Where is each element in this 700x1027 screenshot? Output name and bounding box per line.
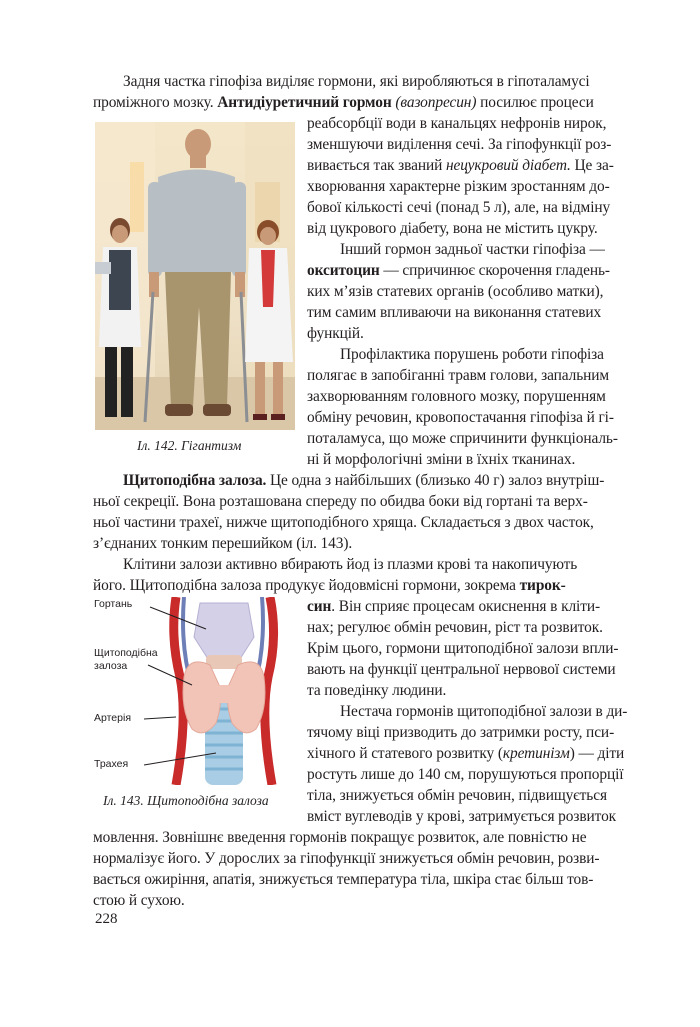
text-line	[93, 534, 352, 554]
text-line	[307, 387, 659, 407]
text-line	[307, 681, 446, 701]
text-run: вивається так званий	[307, 157, 447, 174]
text-run: тирок-	[519, 577, 566, 594]
text-run: Інший гормон задньої частки гіпофіза —	[340, 241, 605, 258]
text-run: проміжного мозку.	[93, 94, 218, 111]
text-run: — спричинює скорочення гладень-	[379, 262, 610, 279]
text-line	[307, 282, 659, 302]
text-run: реабсорбції води в канальцях нефронів нирок,	[307, 115, 607, 132]
text-run: нормалізує його. У дорослих за гіпофункції знижується обмін речовин, розви-	[93, 850, 600, 867]
text-run: нах; регулює обмін речовин, ріст та розвиток.	[307, 619, 603, 636]
text-run: Крім цього, гормони щитоподібної залози впли-	[307, 640, 619, 657]
text-line	[93, 513, 659, 533]
text-run: зменшуючи виділення сечі. За гіпофункції роз-	[307, 136, 612, 153]
text-run: стою й сухою.	[93, 892, 185, 909]
label-thyroid-1: Щитоподібна	[94, 647, 158, 659]
text-run: Нестача гормонів щитоподібної залози в ди-	[340, 703, 628, 720]
text-run: вміст вуглеводів у крові, затримується розвиток	[307, 808, 617, 825]
text-run: нецукровий діабет.	[446, 157, 571, 174]
text-line	[340, 345, 659, 365]
text-line	[307, 597, 659, 617]
text-run: посилює процеси	[476, 94, 594, 111]
text-run: вається ожиріння, апатія, знижується температура тіла, шкіра стає більш тов-	[93, 871, 594, 888]
text-line	[307, 786, 659, 806]
text-line	[93, 891, 185, 911]
gigantism-photo	[95, 122, 295, 430]
text-line	[307, 450, 575, 470]
text-run: Це за-	[570, 157, 614, 174]
text-line	[307, 219, 659, 239]
text-run: Щитоподібна залоза.	[123, 472, 267, 489]
text-run: ) — діти	[569, 745, 625, 762]
text-run: хічного й статевого розвитку (	[307, 745, 503, 762]
text-run: тіла, знижується обмін речовин, підвищується	[307, 787, 607, 804]
text-line	[307, 660, 659, 680]
text-line	[307, 408, 659, 428]
thyroid-diagram	[92, 597, 300, 785]
text-run: тячому віці призводить до затримки росту, пси-	[307, 724, 615, 741]
text-line	[340, 702, 659, 722]
text-run: тим самим впливаючи на виконання статевих	[307, 304, 602, 321]
page-number: 228	[95, 911, 118, 927]
text-run: з’єднаних тонким перешийком (іл. 143).	[93, 535, 353, 552]
text-line	[307, 744, 659, 764]
text-line	[123, 72, 659, 92]
text-run: Задня частка гіпофіза виділяє гормони, які виробляються в гіпоталамусі	[123, 73, 590, 90]
text-line	[307, 723, 659, 743]
text-run: його. Щитоподібна залоза продукує йодовмісні гормони, зокрема	[93, 577, 520, 594]
text-run: поталамуса, що може спричинити функціональ-	[307, 430, 618, 447]
label-larynx: Гортань	[94, 598, 133, 610]
text-run: Антидіуретичний гормон	[217, 94, 392, 111]
text-line	[307, 618, 659, 638]
text-run: окситоцин	[307, 262, 380, 279]
text-line	[307, 366, 659, 386]
text-run: ні й морфологічні зміни в їхніх тканинах.	[307, 451, 576, 468]
label-trachea: Трахея	[94, 758, 129, 770]
text-run: полягає в запобіганні травм голови, запальним	[307, 367, 610, 384]
text-run: обміну речовин, кровопостачання гіпофіза й гі-	[307, 409, 614, 426]
text-run: ростуть лише до 140 см, порушуються пропорції	[307, 766, 624, 783]
text-run: ньої секреції. Вона розташована спереду по обидва боки від гортані та верх-	[93, 493, 588, 510]
text-run: бової кількості сечі (понад 5 л), але, на відміну	[307, 199, 611, 216]
text-run: ньої частини трахеї, нижче щитоподібного хряща. Складається з двох часток,	[93, 514, 594, 531]
text-run: мовлення. Зовнішнє введення гормонів покращує розвиток, але повністю не	[93, 829, 587, 846]
text-line	[307, 639, 659, 659]
text-run: кретинізм	[502, 745, 570, 762]
text-line	[307, 261, 659, 281]
text-run: Це одна з найбільших (близько 40 г) залоз внутріш-	[266, 472, 605, 489]
text-line	[307, 177, 659, 197]
text-line	[93, 93, 659, 113]
text-run: ких м’язів статевих органів (особливо матки),	[307, 283, 604, 300]
label-artery: Артерія	[94, 712, 132, 724]
text-line	[340, 240, 659, 260]
text-run: функцій.	[307, 325, 364, 342]
text-run: захворюванням головного мозку, порушенням	[307, 388, 606, 405]
text-line	[93, 870, 659, 890]
text-run: (вазопресин)	[395, 94, 477, 111]
text-line	[307, 114, 659, 134]
label-thyroid-2: залоза	[94, 660, 128, 672]
text-line	[93, 492, 659, 512]
text-line	[93, 576, 659, 596]
text-run: хворювання характерне різким зростанням до-	[307, 178, 610, 195]
text-line	[123, 471, 659, 491]
text-run: від цукрового діабету, вона не містить цукру.	[307, 220, 598, 237]
text-line	[307, 765, 659, 785]
text-line	[123, 555, 659, 575]
text-line	[307, 156, 659, 176]
text-line	[93, 828, 659, 848]
text-line	[93, 849, 659, 869]
text-line	[307, 198, 659, 218]
text-run: син	[307, 598, 332, 615]
text-line	[307, 303, 659, 323]
text-run: вають на функції центральної нервової системи	[307, 661, 616, 678]
figure-143-caption: Іл. 143. Щитоподібна залоза	[103, 793, 269, 808]
text-line	[307, 807, 659, 827]
figure-142-caption: Іл. 142. Гігантизм	[137, 438, 242, 453]
text-line	[307, 135, 659, 155]
text-run: . Він сприяє процесам окиснення в клiти-	[331, 598, 600, 615]
text-line	[307, 429, 659, 449]
text-run: Клітини залози активно вбирають йод із плазми крові та накопичують	[123, 556, 578, 573]
text-run: Профілактика порушень роботи гіпофіза	[340, 346, 604, 363]
text-run: та поведінку людини.	[307, 682, 447, 699]
text-line	[307, 324, 364, 344]
